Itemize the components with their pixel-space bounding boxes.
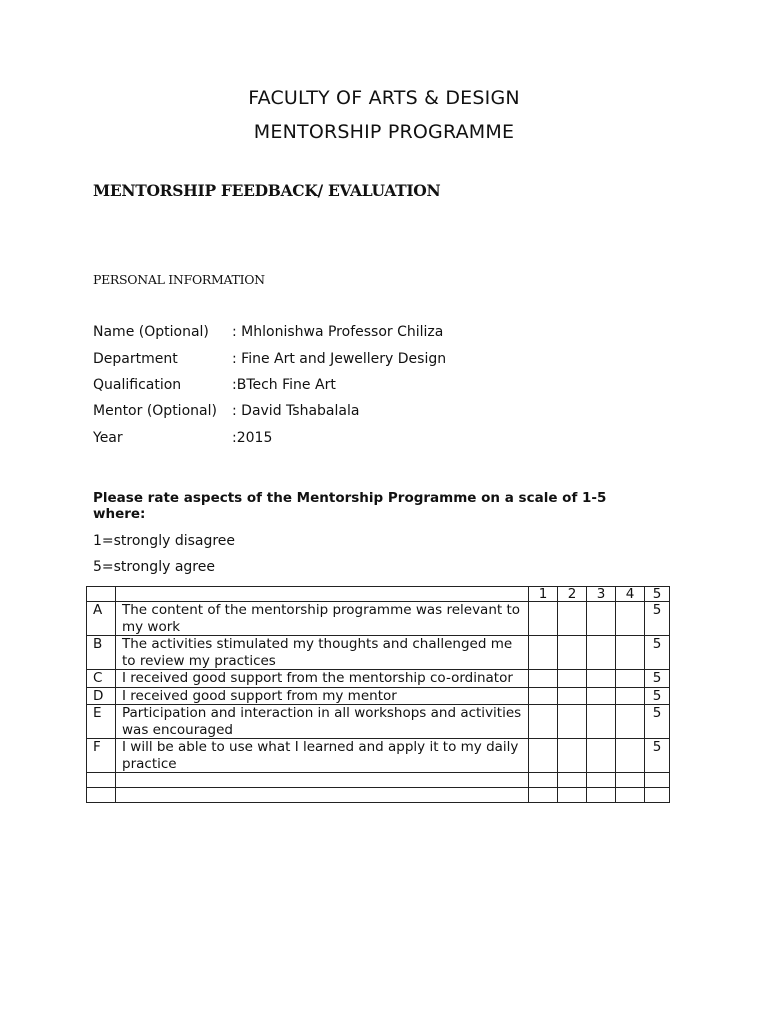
item-statement: The activities stimulated my thoughts and challenged me to review my practices xyxy=(116,636,529,670)
rating-cell-1[interactable] xyxy=(529,687,558,705)
item-letter: A xyxy=(87,602,116,636)
scale-header-3: 3 xyxy=(587,587,616,602)
item-letter: F xyxy=(87,739,116,773)
item-statement: Participation and interaction in all workshops and activities was encouraged xyxy=(116,705,529,739)
empty-cell xyxy=(87,773,116,788)
personal-info-heading: PERSONAL INFORMATION xyxy=(93,272,265,287)
empty-cell[interactable] xyxy=(616,788,645,803)
department-value: : Fine Art and Jewellery Design xyxy=(232,351,447,367)
rating-cell-2[interactable] xyxy=(558,687,587,705)
mentor-value: : David Tshabalala xyxy=(232,403,360,419)
rating-cell-2[interactable] xyxy=(558,739,587,773)
header-cell-empty xyxy=(116,587,529,602)
rating-instruction: Please rate aspects of the Mentorship Programme on a scale of 1-5 where: xyxy=(93,490,607,522)
scale-header-4: 4 xyxy=(616,587,645,602)
rating-cell-5[interactable]: 5 xyxy=(645,739,670,773)
empty-cell[interactable] xyxy=(529,788,558,803)
item-statement: I received good support from my mentor xyxy=(116,687,529,705)
qualification-value: :BTech Fine Art xyxy=(232,377,336,393)
rating-cell-1[interactable] xyxy=(529,670,558,688)
rating-cell-5[interactable]: 5 xyxy=(645,687,670,705)
empty-cell[interactable] xyxy=(529,773,558,788)
rating-cell-4[interactable] xyxy=(616,687,645,705)
table-row xyxy=(87,705,670,739)
empty-row xyxy=(87,788,670,803)
scale-high-legend: 5=strongly agree xyxy=(93,559,215,575)
rating-cell-3[interactable] xyxy=(587,705,616,739)
year-value: :2015 xyxy=(232,430,273,446)
rating-cell-3[interactable] xyxy=(587,687,616,705)
rating-cell-1[interactable] xyxy=(529,705,558,739)
rating-cell-1[interactable] xyxy=(529,636,558,670)
rating-cell-5[interactable]: 5 xyxy=(645,636,670,670)
rating-cell-4[interactable] xyxy=(616,602,645,636)
form-heading: MENTORSHIP FEEDBACK/ EVALUATION xyxy=(93,181,441,200)
rating-cell-2[interactable] xyxy=(558,602,587,636)
rating-cell-5[interactable]: 5 xyxy=(645,705,670,739)
table-header-row xyxy=(87,587,670,602)
empty-cell[interactable] xyxy=(645,788,670,803)
table-row xyxy=(87,602,670,636)
empty-cell[interactable] xyxy=(116,773,529,788)
item-statement: The content of the mentorship programme was relevant to my work xyxy=(116,602,529,636)
rating-cell-2[interactable] xyxy=(558,670,587,688)
rating-cell-3[interactable] xyxy=(587,602,616,636)
scale-low-legend: 1=strongly disagree xyxy=(93,533,236,549)
scale-header-5: 5 xyxy=(645,587,670,602)
rating-cell-2[interactable] xyxy=(558,636,587,670)
rating-cell-5[interactable]: 5 xyxy=(645,670,670,688)
rating-cell-3[interactable] xyxy=(587,636,616,670)
item-statement: I will be able to use what I learned and apply it to my daily practice xyxy=(116,739,529,773)
faculty-title: FACULTY OF ARTS & DESIGN xyxy=(248,87,520,109)
scale-header-2: 2 xyxy=(558,587,587,602)
department-label: Department xyxy=(93,351,178,367)
table-row xyxy=(87,636,670,670)
rating-cell-4[interactable] xyxy=(616,670,645,688)
rating-cell-4[interactable] xyxy=(616,739,645,773)
empty-cell[interactable] xyxy=(587,788,616,803)
rating-cell-4[interactable] xyxy=(616,705,645,739)
empty-cell[interactable] xyxy=(587,773,616,788)
rating-cell-2[interactable] xyxy=(558,705,587,739)
empty-cell xyxy=(87,788,116,803)
table-row xyxy=(87,687,670,705)
name-label: Name (Optional) xyxy=(93,324,209,340)
rating-cell-5[interactable]: 5 xyxy=(645,602,670,636)
item-statement: I received good support from the mentorship co-ordinator xyxy=(116,670,529,688)
empty-row xyxy=(87,773,670,788)
header-cell-empty xyxy=(87,587,116,602)
item-letter: D xyxy=(87,687,116,705)
empty-cell[interactable] xyxy=(645,773,670,788)
table-row xyxy=(87,670,670,688)
empty-cell[interactable] xyxy=(116,788,529,803)
rating-cell-3[interactable] xyxy=(587,739,616,773)
item-letter: E xyxy=(87,705,116,739)
table-row xyxy=(87,739,670,773)
qualification-label: Qualification xyxy=(93,377,182,393)
empty-cell[interactable] xyxy=(558,788,587,803)
rating-cell-4[interactable] xyxy=(616,636,645,670)
rating-table xyxy=(86,586,670,803)
item-letter: B xyxy=(87,636,116,670)
rating-cell-1[interactable] xyxy=(529,602,558,636)
year-label: Year xyxy=(93,430,123,446)
name-value: : Mhlonishwa Professor Chiliza xyxy=(232,324,444,340)
scale-header-1: 1 xyxy=(529,587,558,602)
rating-cell-1[interactable] xyxy=(529,739,558,773)
rating-cell-3[interactable] xyxy=(587,670,616,688)
item-letter: C xyxy=(87,670,116,688)
empty-cell[interactable] xyxy=(616,773,645,788)
programme-title: MENTORSHIP PROGRAMME xyxy=(253,121,515,143)
empty-cell[interactable] xyxy=(558,773,587,788)
mentor-label: Mentor (Optional) xyxy=(93,403,217,419)
